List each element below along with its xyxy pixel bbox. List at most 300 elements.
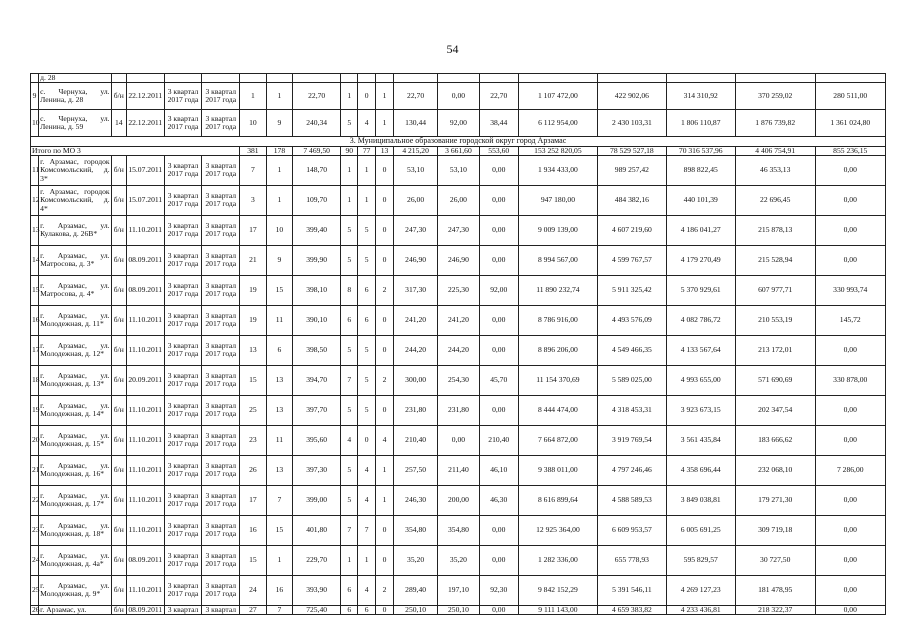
cell-start-period: 3 квартал 2017 года — [164, 155, 202, 185]
cell-end-period: 3 квартал 2017 года — [202, 515, 240, 545]
cell-cost-regional: 898 822,45 — [666, 155, 735, 185]
cell-apartments: 1 — [266, 155, 293, 185]
table-row — [31, 83, 886, 110]
total-v4: 855 236,15 — [815, 146, 886, 155]
cell-cost-fund: 422 902,06 — [598, 83, 666, 110]
table-row — [31, 575, 886, 605]
cell-cost-total: 1 934 433,00 — [518, 155, 598, 185]
cell-apartments: 9 — [266, 245, 293, 275]
cell-cost-other: 330 878,00 — [815, 365, 886, 395]
cell-date: 22.12.2011 — [126, 83, 164, 110]
cell-address: г. Арзамас, ул. Матросова, д. 4* — [39, 275, 111, 305]
cell-area-municipal: 46,10 — [479, 455, 518, 485]
cell-cost-fund: 4 599 767,57 — [598, 245, 666, 275]
cell-area-private: 254,30 — [438, 365, 480, 395]
cell-premises-municipal: 0 — [375, 215, 393, 245]
cell-end-period: 3 квартал 2017 года — [202, 455, 240, 485]
cell-premises-private: 4 — [358, 110, 375, 137]
cell-premises-private: 0 — [358, 83, 375, 110]
cell-premises-municipal: 2 — [375, 275, 393, 305]
cell-premises-private: 5 — [358, 335, 375, 365]
housing-table — [30, 73, 886, 615]
cell-apartments: 1 — [266, 83, 293, 110]
cell-premises-private: 5 — [358, 395, 375, 425]
cell-end-period: 3 квартал 2017 года — [202, 425, 240, 455]
cell-residents: 23 — [240, 425, 267, 455]
cell-row-number: 9 — [31, 83, 39, 110]
cell-premises-private: 1 — [358, 185, 375, 215]
cell-premises-municipal: 0 — [375, 605, 393, 614]
table-row — [31, 485, 886, 515]
table-row — [31, 155, 886, 185]
cell-row-number: 18 — [31, 365, 39, 395]
cell-area: 399,00 — [293, 485, 341, 515]
cell-area-total: 35,20 — [394, 545, 438, 575]
cell-area: 393,90 — [293, 575, 341, 605]
cell-cost-local: 607 977,71 — [735, 275, 815, 305]
cell-area-total: 300,00 — [394, 365, 438, 395]
cell-end-period: 3 квартал 2017 года — [202, 305, 240, 335]
cell-premises-private: 5 — [358, 245, 375, 275]
cell-area-private: 244,20 — [438, 335, 480, 365]
cell-address: г. Арзамас, ул. Молодежная, д. 9* — [39, 575, 111, 605]
cell-date: 11.10.2011 — [126, 575, 164, 605]
cell-apartments: 7 — [266, 605, 293, 614]
cell-cost-other: 1 361 024,80 — [815, 110, 886, 137]
cell-area-private: 354,80 — [438, 515, 480, 545]
cell-area-municipal: 0,00 — [479, 605, 518, 614]
table-row — [31, 185, 886, 215]
cell-end-period: 3 квартал — [202, 605, 240, 614]
cell-row-number: 16 — [31, 305, 39, 335]
cell-apartments: 1 — [266, 545, 293, 575]
cell-address: г. Арзамас, ул. Молодежная, д. 12* — [39, 335, 111, 365]
cell-end-period: 3 квартал 2017 года — [202, 545, 240, 575]
cell-cost-local: 571 690,69 — [735, 365, 815, 395]
cell-cost-local: 218 322,37 — [735, 605, 815, 614]
cell-area-private: 250,10 — [438, 605, 480, 614]
cell-apartments: 1 — [266, 185, 293, 215]
cell-cost-other: 0,00 — [815, 395, 886, 425]
cell-row-number: 21 — [31, 455, 39, 485]
cell-area-total: 53,10 — [394, 155, 438, 185]
cell-apartments: 9 — [266, 110, 293, 137]
cell-premises-total: 7 — [341, 365, 358, 395]
cell-residents: 25 — [240, 395, 267, 425]
cell-area: 22,70 — [293, 83, 341, 110]
cell-address: г. Арзамас, ул. Молодежная, д. 13* — [39, 365, 111, 395]
cell-area-total: 244,20 — [394, 335, 438, 365]
cell-address: г. Арзамас, ул. Молодежная, д. 17* — [39, 485, 111, 515]
cell-area-private: 92,00 — [438, 110, 480, 137]
cell-area-municipal: 0,00 — [479, 245, 518, 275]
cell-apartments: 13 — [266, 365, 293, 395]
cell-cost-other: 330 993,74 — [815, 275, 886, 305]
cell-cost-other: 280 511,00 — [815, 83, 886, 110]
cell-residents: 24 — [240, 575, 267, 605]
cell-premises-private: 5 — [358, 215, 375, 245]
cell-premises-total: 1 — [341, 185, 358, 215]
cell-cost-other: 0,00 — [815, 215, 886, 245]
cell-area: 390,10 — [293, 305, 341, 335]
cell-cost-regional: 4 133 567,64 — [666, 335, 735, 365]
cell-start-period: 3 квартал 2017 года — [164, 365, 202, 395]
cell-area-private: 225,30 — [438, 275, 480, 305]
cell-area-municipal: 38,44 — [479, 110, 518, 137]
cell-row-number: 15 — [31, 275, 39, 305]
cell-area-municipal: 0,00 — [479, 215, 518, 245]
cell-cost-total: 947 180,00 — [518, 185, 598, 215]
cell-area-private: 200,00 — [438, 485, 480, 515]
cell-doc-number: б/н — [111, 185, 126, 215]
cell-area-private: 241,20 — [438, 305, 480, 335]
table-row — [31, 395, 886, 425]
table-row — [31, 245, 886, 275]
cell-row-number: 25 — [31, 575, 39, 605]
cell-area-municipal: 0,00 — [479, 335, 518, 365]
cell-cost-fund: 4 797 246,46 — [598, 455, 666, 485]
cell-cost-fund: 4 549 466,35 — [598, 335, 666, 365]
total-c5: 13 — [375, 146, 393, 155]
cell-apartments: 15 — [266, 515, 293, 545]
cell-residents: 7 — [240, 155, 267, 185]
cell-area-municipal: 45,70 — [479, 365, 518, 395]
cell-address: г. Арзамас, ул. Молодежная, д. 15* — [39, 425, 111, 455]
table-row — [31, 335, 886, 365]
cell-residents: 26 — [240, 455, 267, 485]
cell-cost-total: 9 009 139,00 — [518, 215, 598, 245]
cell-area-municipal: 0,00 — [479, 545, 518, 575]
cell-area-private: 246,90 — [438, 245, 480, 275]
cell-area-total: 231,80 — [394, 395, 438, 425]
cell-row-number: 26 — [32, 604, 40, 614]
cell-area: 725,40 — [293, 605, 341, 614]
cell-start-period: 3 квартал 2017 года — [164, 245, 202, 275]
cell-area: 401,80 — [293, 515, 341, 545]
cell-doc-number: б/н — [111, 155, 126, 185]
cell-cost-total: 9 842 152,29 — [518, 575, 598, 605]
cell-start-period: 3 квартал 2017 года — [164, 335, 202, 365]
cell-area: 398,10 — [293, 275, 341, 305]
cell-start-period: 3 квартал 2017 года — [164, 425, 202, 455]
cell-premises-total: 6 — [341, 605, 358, 614]
cell-premises-total: 5 — [341, 455, 358, 485]
cell-area-municipal: 0,00 — [479, 515, 518, 545]
cell-cost-regional: 4 186 041,27 — [666, 215, 735, 245]
cell-row-number: 12 — [31, 185, 39, 215]
cell-cost-local: 215 878,13 — [735, 215, 815, 245]
cell-cost-local: 179 271,30 — [735, 485, 815, 515]
cell-start-period: 3 квартал — [164, 605, 202, 614]
cell-cost-regional: 3 849 038,81 — [666, 485, 735, 515]
cell-start-period: 3 квартал 2017 года — [164, 395, 202, 425]
cell-area-municipal: 92,00 — [479, 275, 518, 305]
cell-doc-number: б/н — [111, 335, 126, 365]
cell-cost-regional: 3 923 673,15 — [666, 395, 735, 425]
cell-area: 395,60 — [293, 425, 341, 455]
cell-premises-municipal: 1 — [375, 83, 393, 110]
table-row-fragment — [31, 74, 886, 83]
cell-residents: 17 — [240, 485, 267, 515]
cell-residents: 19 — [240, 275, 267, 305]
cell-area: 240,34 — [293, 110, 341, 137]
cell-doc-number: б/н — [111, 425, 126, 455]
cell-cost-regional: 5 370 929,61 — [666, 275, 735, 305]
cell-cost-total: 11 154 370,69 — [518, 365, 598, 395]
cell-end-period: 3 квартал 2017 года — [202, 215, 240, 245]
cell-date: 22.12.2011 — [126, 110, 164, 137]
cell-cost-local: 181 478,95 — [735, 575, 815, 605]
cell-residents: 3 — [240, 185, 267, 215]
cell-area: 398,50 — [293, 335, 341, 365]
cell-start-period: 3 квартал 2017 года — [164, 83, 202, 110]
cell-cost-regional: 595 829,57 — [666, 545, 735, 575]
cell-cost-total: 8 994 567,00 — [518, 245, 598, 275]
cell-address: г. Арзамас, ул. Молодежная, д. 4а* — [39, 545, 111, 575]
cell-date: 08.09.2011 — [126, 245, 164, 275]
cell-residents: 21 — [240, 245, 267, 275]
table-row — [31, 110, 886, 137]
cell-date: 11.10.2011 — [126, 335, 164, 365]
cell-cost-other: 0,00 — [815, 605, 886, 614]
cell-doc-number: б/н — [111, 605, 126, 614]
cell-premises-municipal: 0 — [375, 335, 393, 365]
cell-date: 11.10.2011 — [126, 305, 164, 335]
cell-area-private: 247,30 — [438, 215, 480, 245]
cell-area: 148,70 — [293, 155, 341, 185]
cell-address: г. Арзамас, ул. — [39, 605, 111, 614]
cell-cost-local: 30 727,50 — [735, 545, 815, 575]
cell-date: 11.10.2011 — [126, 515, 164, 545]
cell-doc-number: б/н — [111, 215, 126, 245]
cell-cost-other: 0,00 — [815, 545, 886, 575]
cell-cost-local: 370 259,02 — [735, 83, 815, 110]
table-row-partial — [31, 605, 886, 614]
cell-cost-local: 202 347,54 — [735, 395, 815, 425]
cell-cost-local: 183 666,62 — [735, 425, 815, 455]
cell-row-number: 20 — [31, 425, 39, 455]
cell-doc-number: б/н — [111, 575, 126, 605]
cell-row-number: 23 — [31, 515, 39, 545]
cell-row-number: 13 — [31, 215, 39, 245]
cell-doc-number: б/н — [111, 275, 126, 305]
cell-doc-number: б/н — [111, 455, 126, 485]
cell-row-number: 17 — [31, 335, 39, 365]
cell-doc-number: б/н — [111, 245, 126, 275]
cell-date: 11.10.2011 — [126, 215, 164, 245]
cell-area-private: 0,00 — [438, 425, 480, 455]
cell-area-municipal: 0,00 — [479, 305, 518, 335]
cell-cost-local: 46 353,13 — [735, 155, 815, 185]
cell-cost-fund: 989 257,42 — [598, 155, 666, 185]
cell-address: г. Арзамас, городок Комсомольский, д. 4* — [39, 185, 111, 215]
table-row — [31, 275, 886, 305]
cell-address: г. Арзамас, ул. Кулакова, д. 26В* — [39, 215, 111, 245]
cell-doc-number: б/н — [111, 83, 126, 110]
cell-cost-fund: 655 778,93 — [598, 545, 666, 575]
cell-premises-total: 5 — [341, 245, 358, 275]
cell-area-total: 354,80 — [394, 515, 438, 545]
cell-apartments: 11 — [266, 305, 293, 335]
cell-row-number: 19 — [31, 395, 39, 425]
cell-date: 11.10.2011 — [126, 395, 164, 425]
cell-premises-total: 4 — [341, 425, 358, 455]
table-row — [31, 305, 886, 335]
cell-cost-regional: 6 005 691,25 — [666, 515, 735, 545]
cell-doc-number: 14 — [111, 110, 126, 137]
cell-cost-fund: 5 589 025,00 — [598, 365, 666, 395]
cell-apartments: 13 — [266, 395, 293, 425]
cell-area: 397,70 — [293, 395, 341, 425]
cell-premises-private: 5 — [358, 365, 375, 395]
total-c2: 178 — [266, 146, 293, 155]
page-number: 54 — [446, 42, 459, 56]
cell-doc-number: б/н — [111, 305, 126, 335]
cell-address: г. Арзамас, ул. Матросова, д. 3* — [39, 245, 111, 275]
cell-cost-local: 213 172,01 — [735, 335, 815, 365]
cell-premises-private: 6 — [358, 275, 375, 305]
cell-cost-regional: 440 101,39 — [666, 185, 735, 215]
cell-premises-private: 6 — [358, 305, 375, 335]
cell-cost-other: 145,72 — [815, 305, 886, 335]
cell-cost-fund: 6 609 953,57 — [598, 515, 666, 545]
cell-doc-number: б/н — [111, 395, 126, 425]
cell-premises-private: 4 — [358, 455, 375, 485]
cell-area-private: 26,00 — [438, 185, 480, 215]
cell-premises-total: 6 — [341, 305, 358, 335]
cell-premises-private: 0 — [358, 425, 375, 455]
total-v2: 70 316 537,96 — [666, 146, 735, 155]
cell-area-total: 246,30 — [394, 485, 438, 515]
cell-apartments: 13 — [266, 455, 293, 485]
cell-area: 399,40 — [293, 215, 341, 245]
cell-residents: 19 — [240, 305, 267, 335]
cell-area-total: 257,50 — [394, 455, 438, 485]
cell-address: г. Арзамас, ул. Молодежная, д. 14* — [39, 395, 111, 425]
cell-premises-total: 7 — [341, 515, 358, 545]
cell-end-period: 3 квартал 2017 года — [202, 365, 240, 395]
cell-premises-total: 5 — [341, 215, 358, 245]
cell-doc-number: б/н — [111, 545, 126, 575]
cell-cost-regional: 3 561 435,84 — [666, 425, 735, 455]
cell-area-municipal: 0,00 — [479, 395, 518, 425]
cell-area-private: 231,80 — [438, 395, 480, 425]
cell-cost-total: 12 925 364,00 — [518, 515, 598, 545]
cell-area-municipal: 22,70 — [479, 83, 518, 110]
cell-cost-other: 0,00 — [815, 575, 886, 605]
total-c3: 90 — [341, 146, 358, 155]
cell-area-private: 0,00 — [438, 83, 480, 110]
cell-cost-other: 0,00 — [815, 515, 886, 545]
table-row — [31, 515, 886, 545]
cell-doc-number: б/н — [111, 515, 126, 545]
cell-cost-regional: 4 358 696,44 — [666, 455, 735, 485]
cell-premises-municipal: 4 — [375, 425, 393, 455]
total-label: Итого по МО 3 — [31, 146, 240, 155]
cell-area-municipal: 92,30 — [479, 575, 518, 605]
cell-cost-regional: 4 233 436,81 — [666, 605, 735, 614]
cell-area-private: 197,10 — [438, 575, 480, 605]
cell-end-period: 3 квартал 2017 года — [202, 485, 240, 515]
cell-apartments: 7 — [266, 485, 293, 515]
cell-premises-total: 1 — [341, 545, 358, 575]
cell-area-total: 26,00 — [394, 185, 438, 215]
cell-cost-fund: 2 430 103,31 — [598, 110, 666, 137]
cell-date: 15.07.2011 — [126, 185, 164, 215]
cell-apartments: 15 — [266, 275, 293, 305]
cell-residents: 15 — [240, 545, 267, 575]
cell-cost-fund: 484 382,16 — [598, 185, 666, 215]
cell-row-number: 24 — [31, 545, 39, 575]
cell-address: г. Арзамас, ул. Молодежная, д. 11* — [39, 305, 111, 335]
cell-cost-fund: 4 588 589,53 — [598, 485, 666, 515]
cell-area-total: 247,30 — [394, 215, 438, 245]
cell-start-period: 3 квартал 2017 года — [164, 305, 202, 335]
cell-premises-municipal: 1 — [375, 110, 393, 137]
cell-cost-total: 8 444 474,00 — [518, 395, 598, 425]
cell-cost-local: 309 719,18 — [735, 515, 815, 545]
cell-cost-total: 11 890 232,74 — [518, 275, 598, 305]
cell-premises-municipal: 0 — [375, 155, 393, 185]
total-c1: 381 — [240, 146, 267, 155]
cell-cost-other: 0,00 — [815, 245, 886, 275]
total-c4: 77 — [358, 146, 375, 155]
cell-end-period: 3 квартал 2017 года — [202, 275, 240, 305]
cell-cost-total: 8 896 206,00 — [518, 335, 598, 365]
cell-premises-municipal: 2 — [375, 365, 393, 395]
total-row — [31, 146, 886, 155]
cell-address: г. Арзамас, ул. Молодежная, д. 16* — [39, 455, 111, 485]
cell-cost-local: 215 528,94 — [735, 245, 815, 275]
cell-residents: 13 — [240, 335, 267, 365]
cell-cost-local: 232 068,10 — [735, 455, 815, 485]
cell-date: 11.10.2011 — [126, 485, 164, 515]
cell-cost-other: 0,00 — [815, 485, 886, 515]
cell-cost-fund: 3 919 769,54 — [598, 425, 666, 455]
table-row — [31, 455, 886, 485]
cell-premises-private: 4 — [358, 485, 375, 515]
cell-premises-total: 5 — [341, 395, 358, 425]
cell-cost-fund: 4 493 576,09 — [598, 305, 666, 335]
cell-end-period: 3 квартал 2017 года — [202, 185, 240, 215]
cell-premises-municipal: 1 — [375, 455, 393, 485]
cell-area: 109,70 — [293, 185, 341, 215]
cell-area-total: 130,44 — [394, 110, 438, 137]
cell-premises-municipal: 2 — [375, 575, 393, 605]
cell-start-period: 3 квартал 2017 года — [164, 110, 202, 137]
cell-apartments: 6 — [266, 335, 293, 365]
cell-cost-total: 8 786 916,00 — [518, 305, 598, 335]
cell-start-period: 3 квартал 2017 года — [164, 185, 202, 215]
total-a2: 3 661,60 — [438, 146, 480, 155]
cell-area-municipal: 0,00 — [479, 185, 518, 215]
cell-cost-local: 1 876 739,82 — [735, 110, 815, 137]
cell-apartments: 11 — [266, 425, 293, 455]
cell-address: г. Арзамас, ул. Молодежная, д. 18* — [39, 515, 111, 545]
cell-premises-private: 4 — [358, 575, 375, 605]
cell-start-period: 3 квартал 2017 года — [164, 455, 202, 485]
cell-end-period: 3 квартал 2017 года — [202, 335, 240, 365]
cell-premises-municipal: 0 — [375, 185, 393, 215]
cell-residents: 1 — [240, 83, 267, 110]
cell-row-number: 11 — [31, 155, 39, 185]
cell-date: 11.10.2011 — [126, 425, 164, 455]
cell-area-private: 211,40 — [438, 455, 480, 485]
cell-cost-other: 0,00 — [815, 425, 886, 455]
cell-end-period: 3 квартал 2017 года — [202, 83, 240, 110]
cell-area-total: 250,10 — [394, 605, 438, 614]
table-row — [31, 215, 886, 245]
